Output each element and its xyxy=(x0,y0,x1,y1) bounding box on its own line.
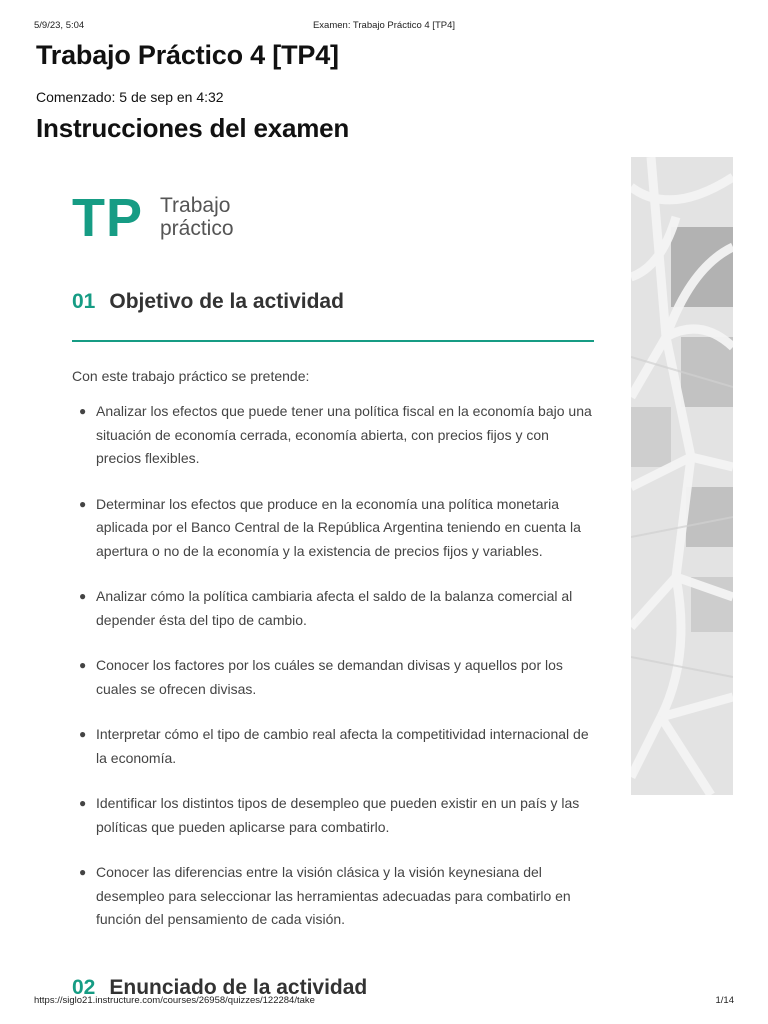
bullet-icon: ● xyxy=(79,404,87,418)
list-item xyxy=(72,585,594,632)
print-url: https://siglo21.instructure.com/courses/26958/quizzes/122284/take xyxy=(34,995,315,1006)
list-item-text: Analizar los efectos que puede tener una política fiscal en la economía bajo una situación de economía cerrada, economía abierta, con precios fijos y con precios flexibles. xyxy=(96,403,592,466)
list-item xyxy=(72,792,594,839)
objectives-list xyxy=(72,400,594,954)
section-number: 02 xyxy=(72,976,96,999)
list-item xyxy=(72,400,594,471)
logo-line-1: Trabajo xyxy=(160,194,231,217)
list-item-text: Conocer los factores por los cuáles se demandan divisas y aquellos por los cuales se ofrecen divisas. xyxy=(96,657,563,697)
page-number: 1/14 xyxy=(715,995,734,1006)
bullet-icon: ● xyxy=(79,796,87,810)
print-header xyxy=(0,20,768,34)
list-item xyxy=(72,493,594,564)
bullet-icon: ● xyxy=(79,727,87,741)
section-title: Objetivo de la actividad xyxy=(109,290,344,313)
list-item-text: Interpretar cómo el tipo de cambio real afecta la competitividad internacional de la economía. xyxy=(96,726,589,766)
instructions-title: Instrucciones del examen xyxy=(36,113,350,143)
decorative-image xyxy=(631,157,733,795)
bullet-icon: ● xyxy=(79,658,87,672)
list-item-text: Determinar los efectos que produce en la economía una política monetaria aplicada por el Banco Central de la República Argentina teniendo en cuenta la apertura o no de la economía y la existencia de precios fijos y variables. xyxy=(96,495,581,559)
list-item-text: Identificar los distintos tipos de desempleo que pueden existir en un país y las políticas que pueden aplicarse para combatirlo. xyxy=(96,795,580,835)
tp-logo xyxy=(72,188,272,248)
section-title: Enunciado de la actividad xyxy=(109,976,368,999)
section-objective-header xyxy=(72,290,594,342)
architecture-pattern-graphic xyxy=(631,157,733,795)
bullet-icon: ● xyxy=(79,865,87,879)
bullet-icon: ● xyxy=(79,496,87,511)
quiz-title: Trabajo Práctico 4 [TP4] xyxy=(36,40,339,70)
section-number: 01 xyxy=(72,290,96,313)
print-footer xyxy=(0,995,768,1009)
objective-intro: Con este trabajo práctico se pretende: xyxy=(72,368,310,384)
list-item-text: Analizar cómo la política cambiaria afecta el saldo de la balanza comercial al depender ésta del tipo de cambio. xyxy=(96,588,573,628)
list-item xyxy=(72,654,594,701)
bullet-icon: ● xyxy=(79,589,87,603)
logo-abbreviation: TP xyxy=(72,188,144,248)
list-item xyxy=(72,861,594,932)
list-item xyxy=(72,723,594,770)
print-date: 5/9/23, 5:04 xyxy=(34,20,85,31)
list-item-text: Conocer las diferencias entre la visión clásica y la visión keynesiana del desempleo para seleccionar las herramientas adecuadas para combatirlo en función del pensamiento de cada visión. xyxy=(96,864,571,927)
logo-line-2: práctico xyxy=(160,217,234,240)
print-doc-title: Examen: Trabajo Práctico 4 [TP4] xyxy=(312,20,456,31)
started-timestamp: Comenzado: 5 de sep en 4:32 xyxy=(36,89,224,105)
